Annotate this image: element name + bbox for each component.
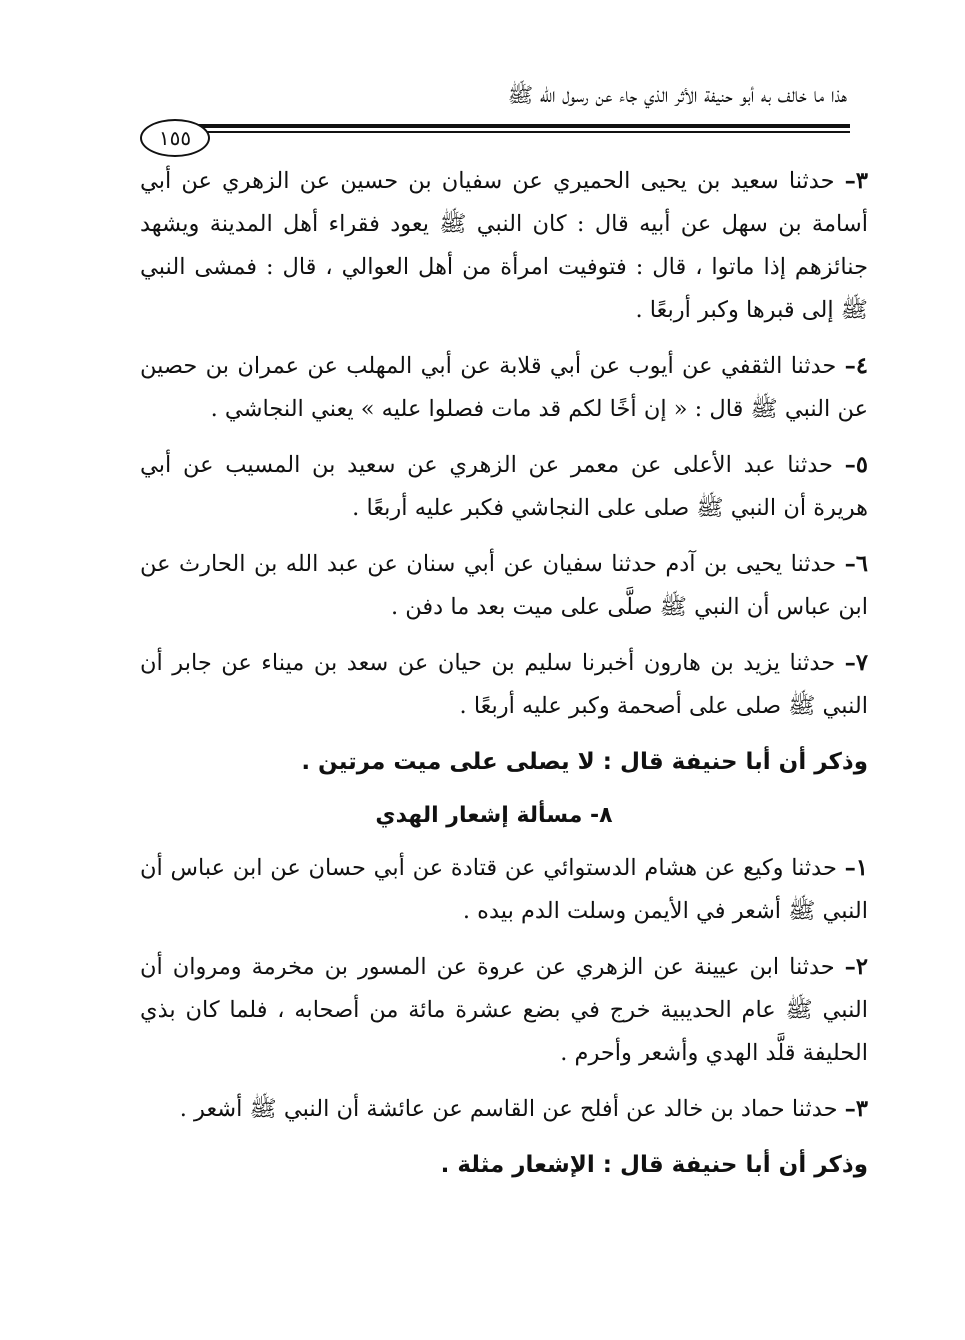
hadith-paragraph bbox=[140, 946, 868, 1075]
header-rule bbox=[198, 124, 850, 128]
hadith-text: حدثنا حماد بن خالد عن أفلح عن القاسم عن عائشة أن النبي ﷺ أشعر . bbox=[179, 1096, 845, 1122]
running-header: هذا ما خالف به أبو حنيفة الأثر الذي جاء عن رسول الله ﷺ bbox=[507, 83, 847, 107]
header-rule-thin bbox=[198, 131, 850, 133]
hadith-number: ٤– bbox=[844, 353, 868, 379]
hadith-text: حدثنا سعيد بن يحيى الحميري عن سفيان بن حسين عن الزهري عن أبي أسامة بن سهل عن أبيه قال : كان النبي ﷺ يعود فقراء أهل المدينة ويشهد جنائزهم إذا ماتوا ، قال : فتوفيت امرأة من أهل العوالي ، قال : فمشى النبي ﷺ إلى قبرها وكبر أربعًا . bbox=[140, 168, 868, 323]
hadith-number: ٣– bbox=[844, 168, 868, 194]
hadith-text: حدثنا يحيى بن آدم حدثنا سفيان عن أبي سنان عن عبد الله بن الحارث عن ابن عباس أن النبي ﷺ صلَّى على ميت بعد ما دفن . bbox=[140, 551, 868, 620]
hadith-paragraph bbox=[140, 160, 868, 332]
abu-hanifa-ruling: وذكر أن أبا حنيفة قال : لا يصلى على ميت مرتين . bbox=[301, 749, 868, 775]
hadith-paragraph bbox=[140, 543, 868, 629]
hadith-paragraph bbox=[140, 345, 868, 431]
page-number: ١٥٥ bbox=[140, 119, 210, 157]
hadith-paragraph bbox=[140, 444, 868, 530]
hadith-text: حدثنا يزيد بن هارون أخبرنا سليم بن حيان عن سعد بن ميناء عن جابر أن النبي ﷺ صلى على أصحمة وكبر عليه أربعًا . bbox=[140, 650, 868, 719]
hadith-text: حدثنا عبد الأعلى عن معمر عن الزهري عن سعيد بن المسيب عن أبي هريرة أن النبي ﷺ صلى على النجاشي فكبر عليه أربعًا . bbox=[140, 452, 868, 521]
hadith-number: ١– bbox=[844, 855, 868, 881]
hadith-text: حدثنا ابن عيينة عن الزهري عن عروة عن المسور بن مخرمة ومروان أن النبي ﷺ عام الحديبية خرج في بضع عشرة مائة من أصحابه ، فلما كان بذي الحليفة قلَّد الهدي وأشعر وأحرم . bbox=[140, 954, 868, 1066]
hadith-number: ٢– bbox=[844, 954, 868, 980]
section-title: ٨- مسألة إشعار الهدي bbox=[375, 803, 613, 828]
abu-hanifa-ruling: وذكر أن أبا حنيفة قال : الإشعار مثلة . bbox=[440, 1152, 868, 1178]
body-text bbox=[140, 160, 868, 1198]
hadith-number: ٦– bbox=[844, 551, 868, 577]
hadith-paragraph bbox=[140, 642, 868, 728]
hadith-paragraph bbox=[140, 847, 868, 933]
hadith-number: ٧– bbox=[844, 650, 868, 676]
hadith-number: ٥– bbox=[844, 452, 868, 478]
hadith-text: حدثنا الثقفي عن أيوب عن أبي قلابة عن أبي المهلب عن عمران بن حصين عن النبي ﷺ قال : « إن أخًا لكم قد مات فصلوا عليه » يعني النجاشي . bbox=[140, 353, 868, 422]
hadith-number: ٣– bbox=[844, 1096, 868, 1122]
hadith-text: حدثنا وكيع عن هشام الدستوائي عن قتادة عن أبي حسان عن ابن عباس أن النبي ﷺ أشعر في الأيمن وسلت الدم بيده . bbox=[140, 855, 868, 924]
hadith-paragraph bbox=[140, 1088, 868, 1131]
